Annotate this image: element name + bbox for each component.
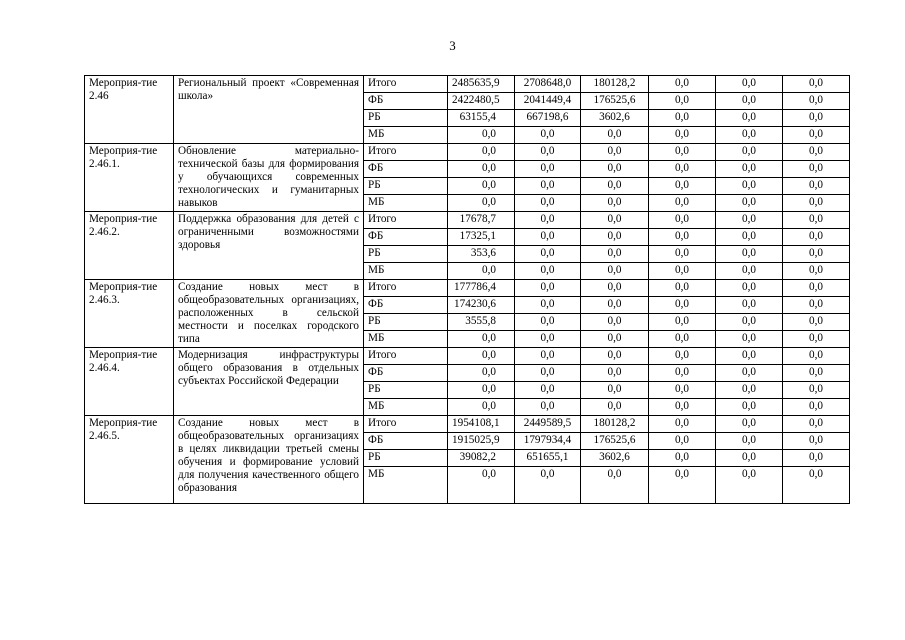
amount-cell: 0,0: [581, 195, 649, 212]
amount-cell: 0,0: [716, 212, 783, 229]
funding-table: [84, 75, 850, 504]
amount-cell: 0,0: [783, 76, 850, 93]
funding-source-cell: Итого: [364, 144, 448, 161]
amount-cell: 0,0: [649, 382, 716, 399]
amount-cell: 0,0: [581, 297, 649, 314]
funding-source-cell: МБ: [364, 195, 448, 212]
funding-source-cell: Итого: [364, 76, 448, 93]
amount-cell: 17678,7: [448, 212, 515, 229]
amount-cell: 0,0: [649, 263, 716, 280]
amount-cell: 0,0: [581, 467, 649, 504]
amount-cell: 0,0: [515, 263, 581, 280]
amount-cell: 0,0: [783, 382, 850, 399]
amount-cell: 0,0: [716, 365, 783, 382]
funding-source-cell: МБ: [364, 127, 448, 144]
amount-cell: 0,0: [515, 467, 581, 504]
amount-cell: 0,0: [515, 195, 581, 212]
funding-source-cell: РБ: [364, 246, 448, 263]
amount-cell: 0,0: [515, 161, 581, 178]
amount-cell: 0,0: [581, 229, 649, 246]
amount-cell: 176525,6: [581, 433, 649, 450]
amount-cell: 667198,6: [515, 110, 581, 127]
funding-source-cell: РБ: [364, 314, 448, 331]
amount-cell: 0,0: [448, 144, 515, 161]
amount-cell: 0,0: [649, 246, 716, 263]
amount-cell: 0,0: [448, 195, 515, 212]
amount-cell: 0,0: [783, 416, 850, 433]
amount-cell: 0,0: [448, 365, 515, 382]
amount-cell: 0,0: [716, 110, 783, 127]
amount-cell: 0,0: [716, 416, 783, 433]
funding-source-cell: РБ: [364, 178, 448, 195]
amount-cell: 0,0: [716, 280, 783, 297]
amount-cell: 0,0: [448, 161, 515, 178]
amount-cell: 0,0: [716, 195, 783, 212]
amount-cell: 0,0: [716, 161, 783, 178]
amount-cell: 0,0: [649, 416, 716, 433]
amount-cell: 353,6: [448, 246, 515, 263]
amount-cell: 177786,4: [448, 280, 515, 297]
table-row: [85, 280, 850, 297]
event-id-cell: Мероприя-тие 2.46.5.: [85, 416, 174, 504]
amount-cell: 0,0: [581, 161, 649, 178]
amount-cell: 0,0: [649, 110, 716, 127]
amount-cell: 0,0: [581, 314, 649, 331]
amount-cell: 0,0: [448, 263, 515, 280]
amount-cell: 0,0: [581, 263, 649, 280]
amount-cell: 0,0: [581, 246, 649, 263]
amount-cell: 0,0: [515, 365, 581, 382]
amount-cell: 0,0: [515, 314, 581, 331]
amount-cell: 0,0: [515, 399, 581, 416]
amount-cell: 2041449,4: [515, 93, 581, 110]
amount-cell: 0,0: [783, 229, 850, 246]
amount-cell: 0,0: [783, 161, 850, 178]
amount-cell: 0,0: [783, 365, 850, 382]
funding-source-cell: Итого: [364, 212, 448, 229]
table-row: [85, 212, 850, 229]
amount-cell: 0,0: [581, 144, 649, 161]
event-title-cell: Создание новых мест в общеобразовательных организациях в целях ликвидации третьей смены обучения и формирование условий для получения качественного общего образования: [174, 416, 364, 504]
funding-source-cell: РБ: [364, 450, 448, 467]
amount-cell: 0,0: [716, 178, 783, 195]
amount-cell: 0,0: [783, 297, 850, 314]
funding-source-cell: ФБ: [364, 365, 448, 382]
amount-cell: 0,0: [716, 93, 783, 110]
funding-source-cell: Итого: [364, 416, 448, 433]
amount-cell: 0,0: [783, 263, 850, 280]
amount-cell: 39082,2: [448, 450, 515, 467]
amount-cell: 0,0: [783, 144, 850, 161]
amount-cell: 0,0: [649, 331, 716, 348]
funding-source-cell: ФБ: [364, 93, 448, 110]
page-number: 3: [449, 38, 456, 53]
amount-cell: 17325,1: [448, 229, 515, 246]
amount-cell: 0,0: [515, 331, 581, 348]
amount-cell: 180128,2: [581, 416, 649, 433]
amount-cell: 1915025,9: [448, 433, 515, 450]
funding-source-cell: РБ: [364, 110, 448, 127]
amount-cell: 0,0: [716, 263, 783, 280]
amount-cell: 0,0: [649, 314, 716, 331]
amount-cell: 0,0: [783, 348, 850, 365]
amount-cell: 0,0: [716, 348, 783, 365]
amount-cell: 63155,4: [448, 110, 515, 127]
amount-cell: 0,0: [515, 144, 581, 161]
amount-cell: 0,0: [783, 331, 850, 348]
event-id-cell: Мероприя-тие 2.46.4.: [85, 348, 174, 416]
table-row: [85, 144, 850, 161]
amount-cell: 0,0: [581, 212, 649, 229]
amount-cell: 0,0: [783, 178, 850, 195]
amount-cell: 0,0: [649, 212, 716, 229]
amount-cell: 0,0: [448, 467, 515, 504]
event-id-cell: Мероприя-тие 2.46.1.: [85, 144, 174, 212]
amount-cell: 0,0: [649, 467, 716, 504]
amount-cell: 0,0: [581, 382, 649, 399]
amount-cell: 0,0: [783, 467, 850, 504]
funding-source-cell: Итого: [364, 348, 448, 365]
amount-cell: 0,0: [783, 195, 850, 212]
event-id-cell: Мероприя-тие 2.46: [85, 76, 174, 144]
event-title-cell: Региональный проект «Современная школа»: [174, 76, 364, 144]
event-title-cell: Модернизация инфраструктуры общего образования в отдельных субъектах Российской Федерации: [174, 348, 364, 416]
amount-cell: 0,0: [581, 331, 649, 348]
funding-source-cell: ФБ: [364, 297, 448, 314]
amount-cell: 0,0: [783, 314, 850, 331]
amount-cell: 0,0: [448, 331, 515, 348]
amount-cell: 2708648,0: [515, 76, 581, 93]
amount-cell: 0,0: [515, 280, 581, 297]
amount-cell: 0,0: [581, 127, 649, 144]
amount-cell: 1797934,4: [515, 433, 581, 450]
amount-cell: 3555,8: [448, 314, 515, 331]
amount-cell: 0,0: [448, 399, 515, 416]
funding-source-cell: МБ: [364, 399, 448, 416]
amount-cell: 0,0: [783, 450, 850, 467]
amount-cell: 2422480,5: [448, 93, 515, 110]
amount-cell: 0,0: [716, 399, 783, 416]
amount-cell: 0,0: [649, 229, 716, 246]
amount-cell: 0,0: [448, 382, 515, 399]
amount-cell: 0,0: [783, 127, 850, 144]
amount-cell: 0,0: [649, 297, 716, 314]
funding-source-cell: ФБ: [364, 229, 448, 246]
amount-cell: 0,0: [716, 246, 783, 263]
event-title-cell: Создание новых мест в общеобразовательных организациях, расположенных в сельской местности и поселках городского типа: [174, 280, 364, 348]
amount-cell: 0,0: [515, 178, 581, 195]
amount-cell: 0,0: [716, 144, 783, 161]
amount-cell: 0,0: [649, 76, 716, 93]
amount-cell: 0,0: [515, 297, 581, 314]
event-title-cell: Обновление материально-технической базы для формирования у обучающихся современных технологических и гуманитарных навыков: [174, 144, 364, 212]
amount-cell: 0,0: [716, 127, 783, 144]
amount-cell: 0,0: [716, 331, 783, 348]
amount-cell: 0,0: [716, 467, 783, 504]
amount-cell: 2485635,9: [448, 76, 515, 93]
amount-cell: 0,0: [515, 212, 581, 229]
amount-cell: 0,0: [649, 195, 716, 212]
event-id-cell: Мероприя-тие 2.46.2.: [85, 212, 174, 280]
amount-cell: 0,0: [716, 229, 783, 246]
amount-cell: 0,0: [581, 348, 649, 365]
amount-cell: 0,0: [515, 348, 581, 365]
funding-source-cell: ФБ: [364, 161, 448, 178]
amount-cell: 3602,6: [581, 450, 649, 467]
amount-cell: 0,0: [716, 433, 783, 450]
amount-cell: 0,0: [783, 433, 850, 450]
amount-cell: 0,0: [716, 314, 783, 331]
amount-cell: 0,0: [649, 348, 716, 365]
amount-cell: 0,0: [649, 178, 716, 195]
amount-cell: 0,0: [783, 93, 850, 110]
amount-cell: 0,0: [581, 178, 649, 195]
amount-cell: 180128,2: [581, 76, 649, 93]
amount-cell: 0,0: [649, 365, 716, 382]
funding-source-cell: Итого: [364, 280, 448, 297]
amount-cell: 0,0: [448, 348, 515, 365]
amount-cell: 0,0: [783, 399, 850, 416]
amount-cell: 0,0: [581, 280, 649, 297]
amount-cell: 0,0: [649, 161, 716, 178]
amount-cell: 0,0: [515, 382, 581, 399]
table-row: [85, 416, 850, 433]
amount-cell: 174230,6: [448, 297, 515, 314]
amount-cell: 0,0: [783, 212, 850, 229]
amount-cell: 0,0: [581, 399, 649, 416]
amount-cell: 0,0: [649, 433, 716, 450]
amount-cell: 0,0: [783, 280, 850, 297]
amount-cell: 0,0: [716, 450, 783, 467]
amount-cell: 0,0: [783, 246, 850, 263]
event-id-cell: Мероприя-тие 2.46.3.: [85, 280, 174, 348]
amount-cell: 0,0: [716, 297, 783, 314]
table-row: [85, 76, 850, 93]
amount-cell: 0,0: [448, 127, 515, 144]
amount-cell: 651655,1: [515, 450, 581, 467]
amount-cell: 0,0: [649, 127, 716, 144]
funding-source-cell: ФБ: [364, 433, 448, 450]
table-row: [85, 348, 850, 365]
amount-cell: 2449589,5: [515, 416, 581, 433]
amount-cell: 3602,6: [581, 110, 649, 127]
amount-cell: 0,0: [649, 280, 716, 297]
funding-source-cell: МБ: [364, 263, 448, 280]
amount-cell: 1954108,1: [448, 416, 515, 433]
amount-cell: 0,0: [581, 365, 649, 382]
amount-cell: 0,0: [649, 399, 716, 416]
amount-cell: 0,0: [783, 110, 850, 127]
amount-cell: 0,0: [515, 246, 581, 263]
event-title-cell: Поддержка образования для детей с ограниченными возможностями здоровья: [174, 212, 364, 280]
funding-source-cell: РБ: [364, 382, 448, 399]
amount-cell: 0,0: [515, 229, 581, 246]
funding-source-cell: МБ: [364, 467, 448, 504]
funding-source-cell: МБ: [364, 331, 448, 348]
amount-cell: 0,0: [448, 178, 515, 195]
amount-cell: 0,0: [649, 93, 716, 110]
amount-cell: 0,0: [649, 144, 716, 161]
amount-cell: 0,0: [716, 76, 783, 93]
amount-cell: 176525,6: [581, 93, 649, 110]
amount-cell: 0,0: [716, 382, 783, 399]
amount-cell: 0,0: [515, 127, 581, 144]
amount-cell: 0,0: [649, 450, 716, 467]
